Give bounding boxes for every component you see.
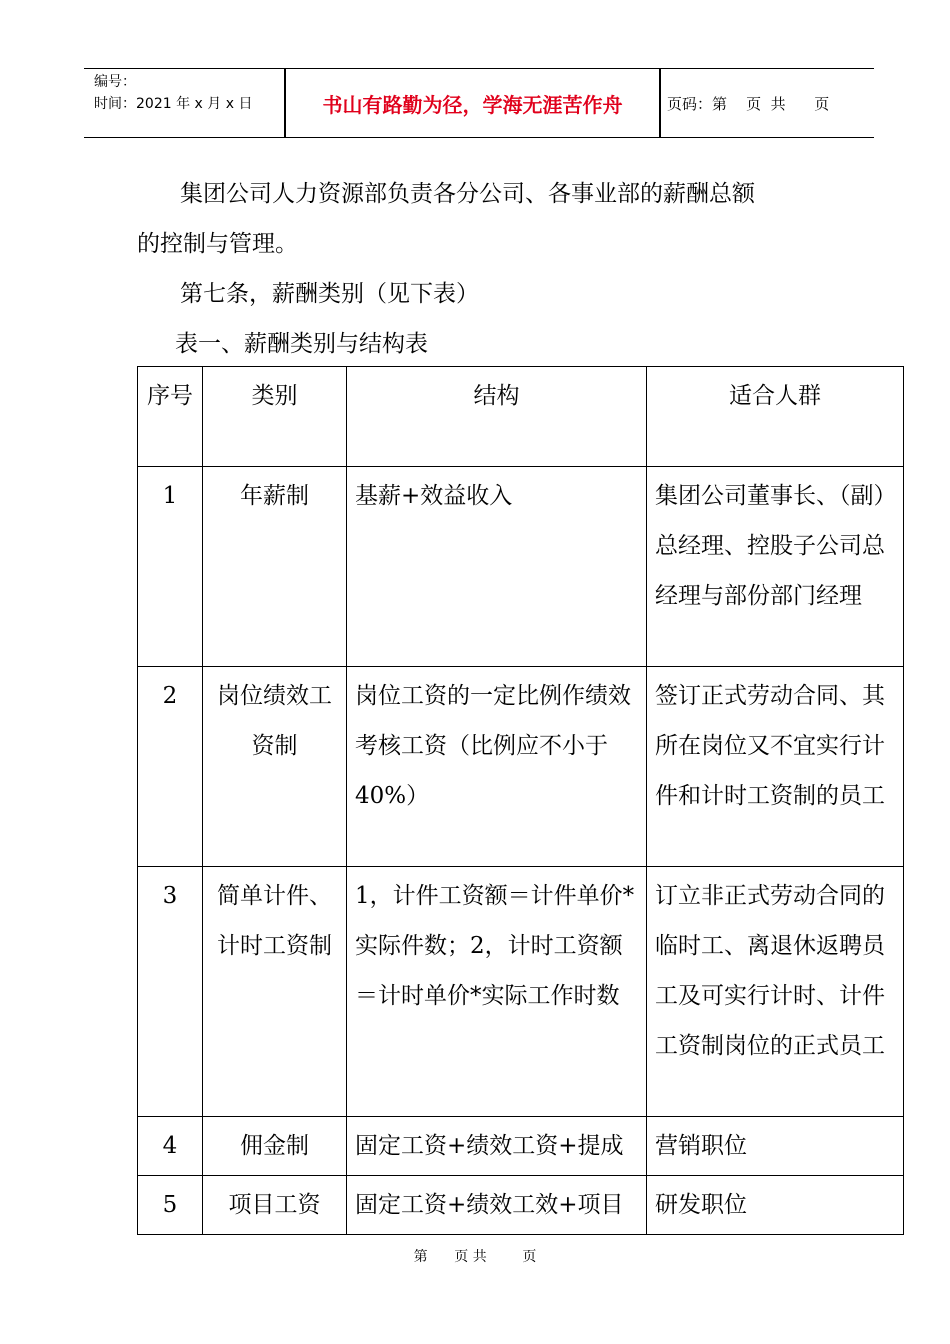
table-row [138,1117,904,1176]
cell-group: 研发职位 [647,1176,904,1235]
table-row [138,667,904,867]
cell-group: 营销职位 [647,1117,904,1176]
salary-category-table [137,366,904,1235]
header-cell-no: 序号 [138,367,203,467]
cell-no: 3 [138,867,203,1117]
header-meta [94,71,284,115]
cell-group: 集团公司董事长、（副）总经理、控股子公司总经理与部份部门经理 [647,467,904,667]
cell-structure: 1，计件工资额＝计件单价*实际件数；2，计时工资额＝计时单价*实际工作时数 [347,867,647,1117]
table-row [138,1176,904,1235]
cell-structure: 基薪+效益收入 [347,467,647,667]
header-divider [659,69,661,137]
header-cell-category: 类别 [203,367,347,467]
paragraph-line: 集团公司人力资源部负责各分公司、各事业部的薪酬总额 [180,181,755,207]
table-row [138,867,904,1117]
header-cell-group: 适合人群 [647,367,904,467]
header-cell-structure: 结构 [347,367,647,467]
table-row [138,467,904,667]
cell-no: 4 [138,1117,203,1176]
page-footer: 第 页 共 页 [413,1249,537,1265]
cell-group: 订立非正式劳动合同的临时工、离退休返聘员工及可实行计时、计件工资制岗位的正式员工 [647,867,904,1117]
cell-category: 项目工资 [203,1176,347,1235]
cell-category: 佣金制 [203,1117,347,1176]
document-time-label: 时间：2021 年 x 月 x 日 [94,96,253,112]
page-header [84,68,874,138]
table-header-row [138,367,904,467]
cell-category: 岗位绩效工资制 [203,667,347,867]
cell-no: 2 [138,667,203,867]
document-number-label: 编号： [94,74,136,90]
header-motto: 书山有路勤为径，学海无涯苦作舟 [322,92,623,117]
cell-category: 简单计件、计时工资制 [203,867,347,1117]
cell-no: 1 [138,467,203,667]
paragraph-line: 的控制与管理。 [137,231,298,257]
article-heading: 第七条，薪酬类别（见下表） [180,281,479,307]
cell-category: 年薪制 [203,467,347,667]
cell-no: 5 [138,1176,203,1235]
cell-structure: 固定工资+绩效工效+项目 [347,1176,647,1235]
cell-structure: 固定工资+绩效工资+提成 [347,1117,647,1176]
cell-group: 签订正式劳动合同、其所在岗位又不宜实行计件和计时工资制的员工 [647,667,904,867]
header-page-info: 页码：第 页 共 页 [667,94,830,113]
cell-structure: 岗位工资的一定比例作绩效考核工资（比例应不小于 40%） [347,667,647,867]
table-title: 表一、薪酬类别与结构表 [175,331,428,357]
